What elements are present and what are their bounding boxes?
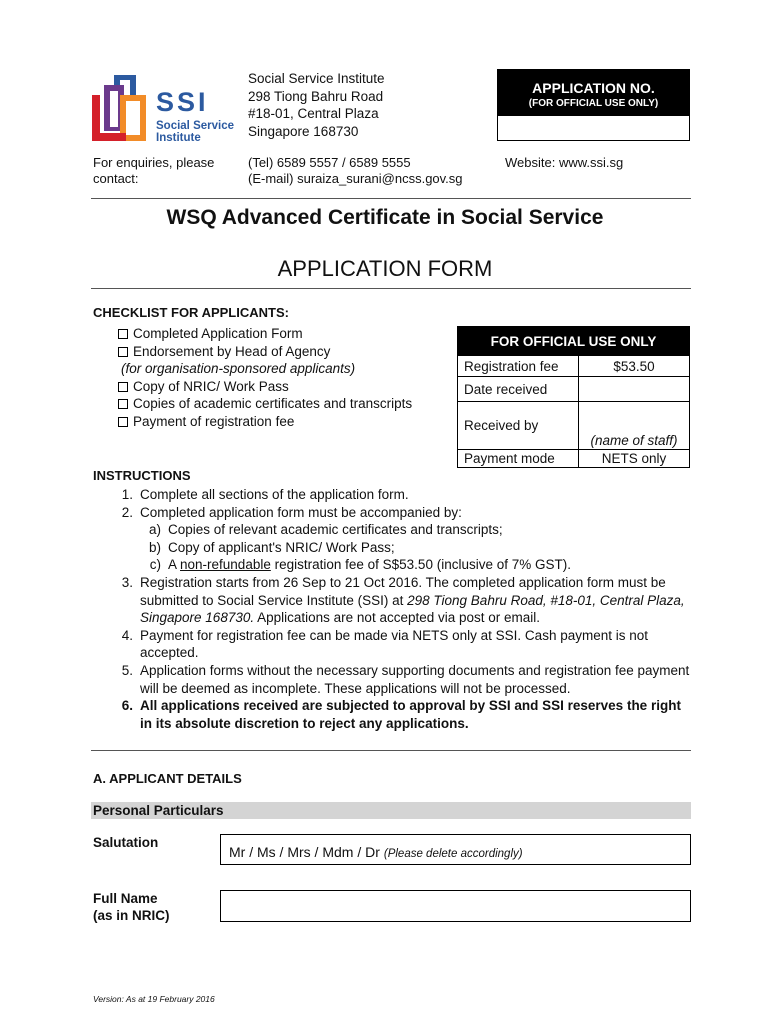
website: Website: www.ssi.sg	[505, 155, 624, 170]
non-refundable-text: non-refundable	[180, 557, 271, 573]
checkbox-icon[interactable]	[118, 399, 128, 409]
personal-particulars-heading: Personal Particulars	[91, 802, 691, 819]
instructions-list	[93, 486, 693, 732]
full-name-field[interactable]	[220, 890, 691, 922]
ssi-logo	[90, 73, 235, 148]
received-by-label: Received by	[458, 402, 579, 450]
contact-details	[248, 155, 463, 187]
salutation-note: (Please delete accordingly)	[383, 848, 523, 860]
divider	[91, 288, 691, 289]
official-use-heading: FOR OFFICIAL USE ONLY	[458, 327, 690, 356]
salutation-options: Mr / Ms / Mrs / Mdm / Dr	[229, 844, 380, 860]
payment-mode-label: Payment mode	[458, 450, 579, 468]
checklist-item[interactable]: Endorsement by Head of Agency	[118, 343, 412, 361]
ssi-address-italic: 298 Tiong Bahru Road, #18-01, Central Plaza, Singapore 168730.	[140, 592, 685, 626]
list-item: 2. Completed application form must be accompanied by:	[121, 504, 462, 520]
date-received-field[interactable]	[579, 377, 690, 402]
enquiries-label: For enquiries, please contact:	[93, 155, 215, 186]
checklist-item[interactable]: Completed Application Form	[118, 325, 412, 343]
list-item: 3. Registration starts from 26 Sep to 21 Oct 2016. The completed application form must be submitted to Social Service Institute (SSI) at 298 Tiong Bahru Road, #18-01, Central Plaza, Singapore 168730. Applications are not accepted via post or email.	[121, 574, 685, 626]
address-line: Singapore 168730	[248, 123, 359, 139]
application-number-field[interactable]	[498, 116, 689, 141]
divider	[91, 750, 691, 751]
institute-address	[248, 70, 385, 140]
list-item: 1. Complete all sections of the application form.	[121, 487, 409, 502]
full-name-label: Full Name (as in NRIC)	[93, 891, 170, 923]
list-item: 4. Payment for registration fee can be made via NETS only at SSI. Cash payment is not accepted.	[121, 627, 648, 661]
logo-wordmark: SSI	[156, 87, 209, 117]
registration-fee-label: Registration fee	[458, 356, 579, 377]
version-footer: Version: As at 19 February 2016	[93, 994, 215, 1004]
application-number-box	[497, 69, 690, 141]
received-by-note[interactable]: (name of staff)	[579, 402, 690, 450]
checklist-heading: CHECKLIST FOR APPLICANTS:	[93, 305, 289, 320]
contact-email: (E-mail) suraiza_surani@ncss.gov.sg	[248, 171, 463, 186]
payment-mode-value: NETS only	[579, 450, 690, 468]
checklist-item[interactable]: Copies of academic certificates and transcripts	[118, 395, 412, 413]
instructions-heading: INSTRUCTIONS	[93, 468, 191, 483]
divider	[91, 198, 691, 199]
checklist-item[interactable]: Copy of NRIC/ Work Pass	[118, 378, 412, 396]
logo-subtitle-line2: Institute	[156, 132, 201, 144]
checkbox-icon[interactable]	[118, 417, 128, 427]
checklist	[118, 325, 412, 431]
list-subitem: c) A non-refundable registration fee of S$53.50 (inclusive of 7% GST).	[149, 557, 571, 573]
checklist-item-note: (for organisation-sponsored applicants)	[121, 361, 356, 377]
list-subitem: a) Copies of relevant academic certificates and transcripts;	[148, 522, 503, 538]
list-item: 6. All applications received are subjected to approval by SSI and SSI reserves the right in its absolute discretion to reject any applications.	[121, 698, 681, 731]
logo-subtitle-line1: Social Service	[156, 120, 234, 132]
checklist-item[interactable]: Payment of registration fee	[118, 413, 412, 431]
list-item: 5. Application forms without the necessary supporting documents and registration fee payment will be deemed as incomplete. These applications will not be processed.	[121, 662, 690, 696]
registration-fee-value: $53.50	[579, 356, 690, 377]
checkbox-icon[interactable]	[118, 382, 128, 392]
date-received-label: Date received	[458, 377, 579, 402]
application-number-subtitle: (FOR OFFICIAL USE ONLY)	[528, 98, 659, 109]
ssi-logo-mark-icon	[90, 73, 154, 148]
address-line: 298 Tiong Bahru Road	[248, 88, 384, 104]
course-title: WSQ Advanced Certificate in Social Service	[166, 206, 604, 229]
checkbox-icon[interactable]	[118, 347, 128, 357]
official-use-table	[457, 326, 690, 468]
salutation-label: Salutation	[93, 835, 159, 850]
application-number-header	[498, 70, 689, 116]
address-line: #18-01, Central Plaza	[248, 106, 379, 121]
application-number-title: APPLICATION NO.	[532, 80, 655, 96]
list-subitem: b) Copy of applicant's NRIC/ Work Pass;	[148, 539, 395, 555]
form-title: APPLICATION FORM	[277, 256, 493, 281]
address-line: Social Service Institute	[248, 71, 385, 86]
section-a-heading: A. APPLICANT DETAILS	[93, 771, 242, 786]
contact-tel: (Tel) 6589 5557 / 6589 5555	[248, 155, 411, 170]
checkbox-icon[interactable]	[118, 329, 128, 339]
salutation-field[interactable]	[220, 834, 691, 865]
